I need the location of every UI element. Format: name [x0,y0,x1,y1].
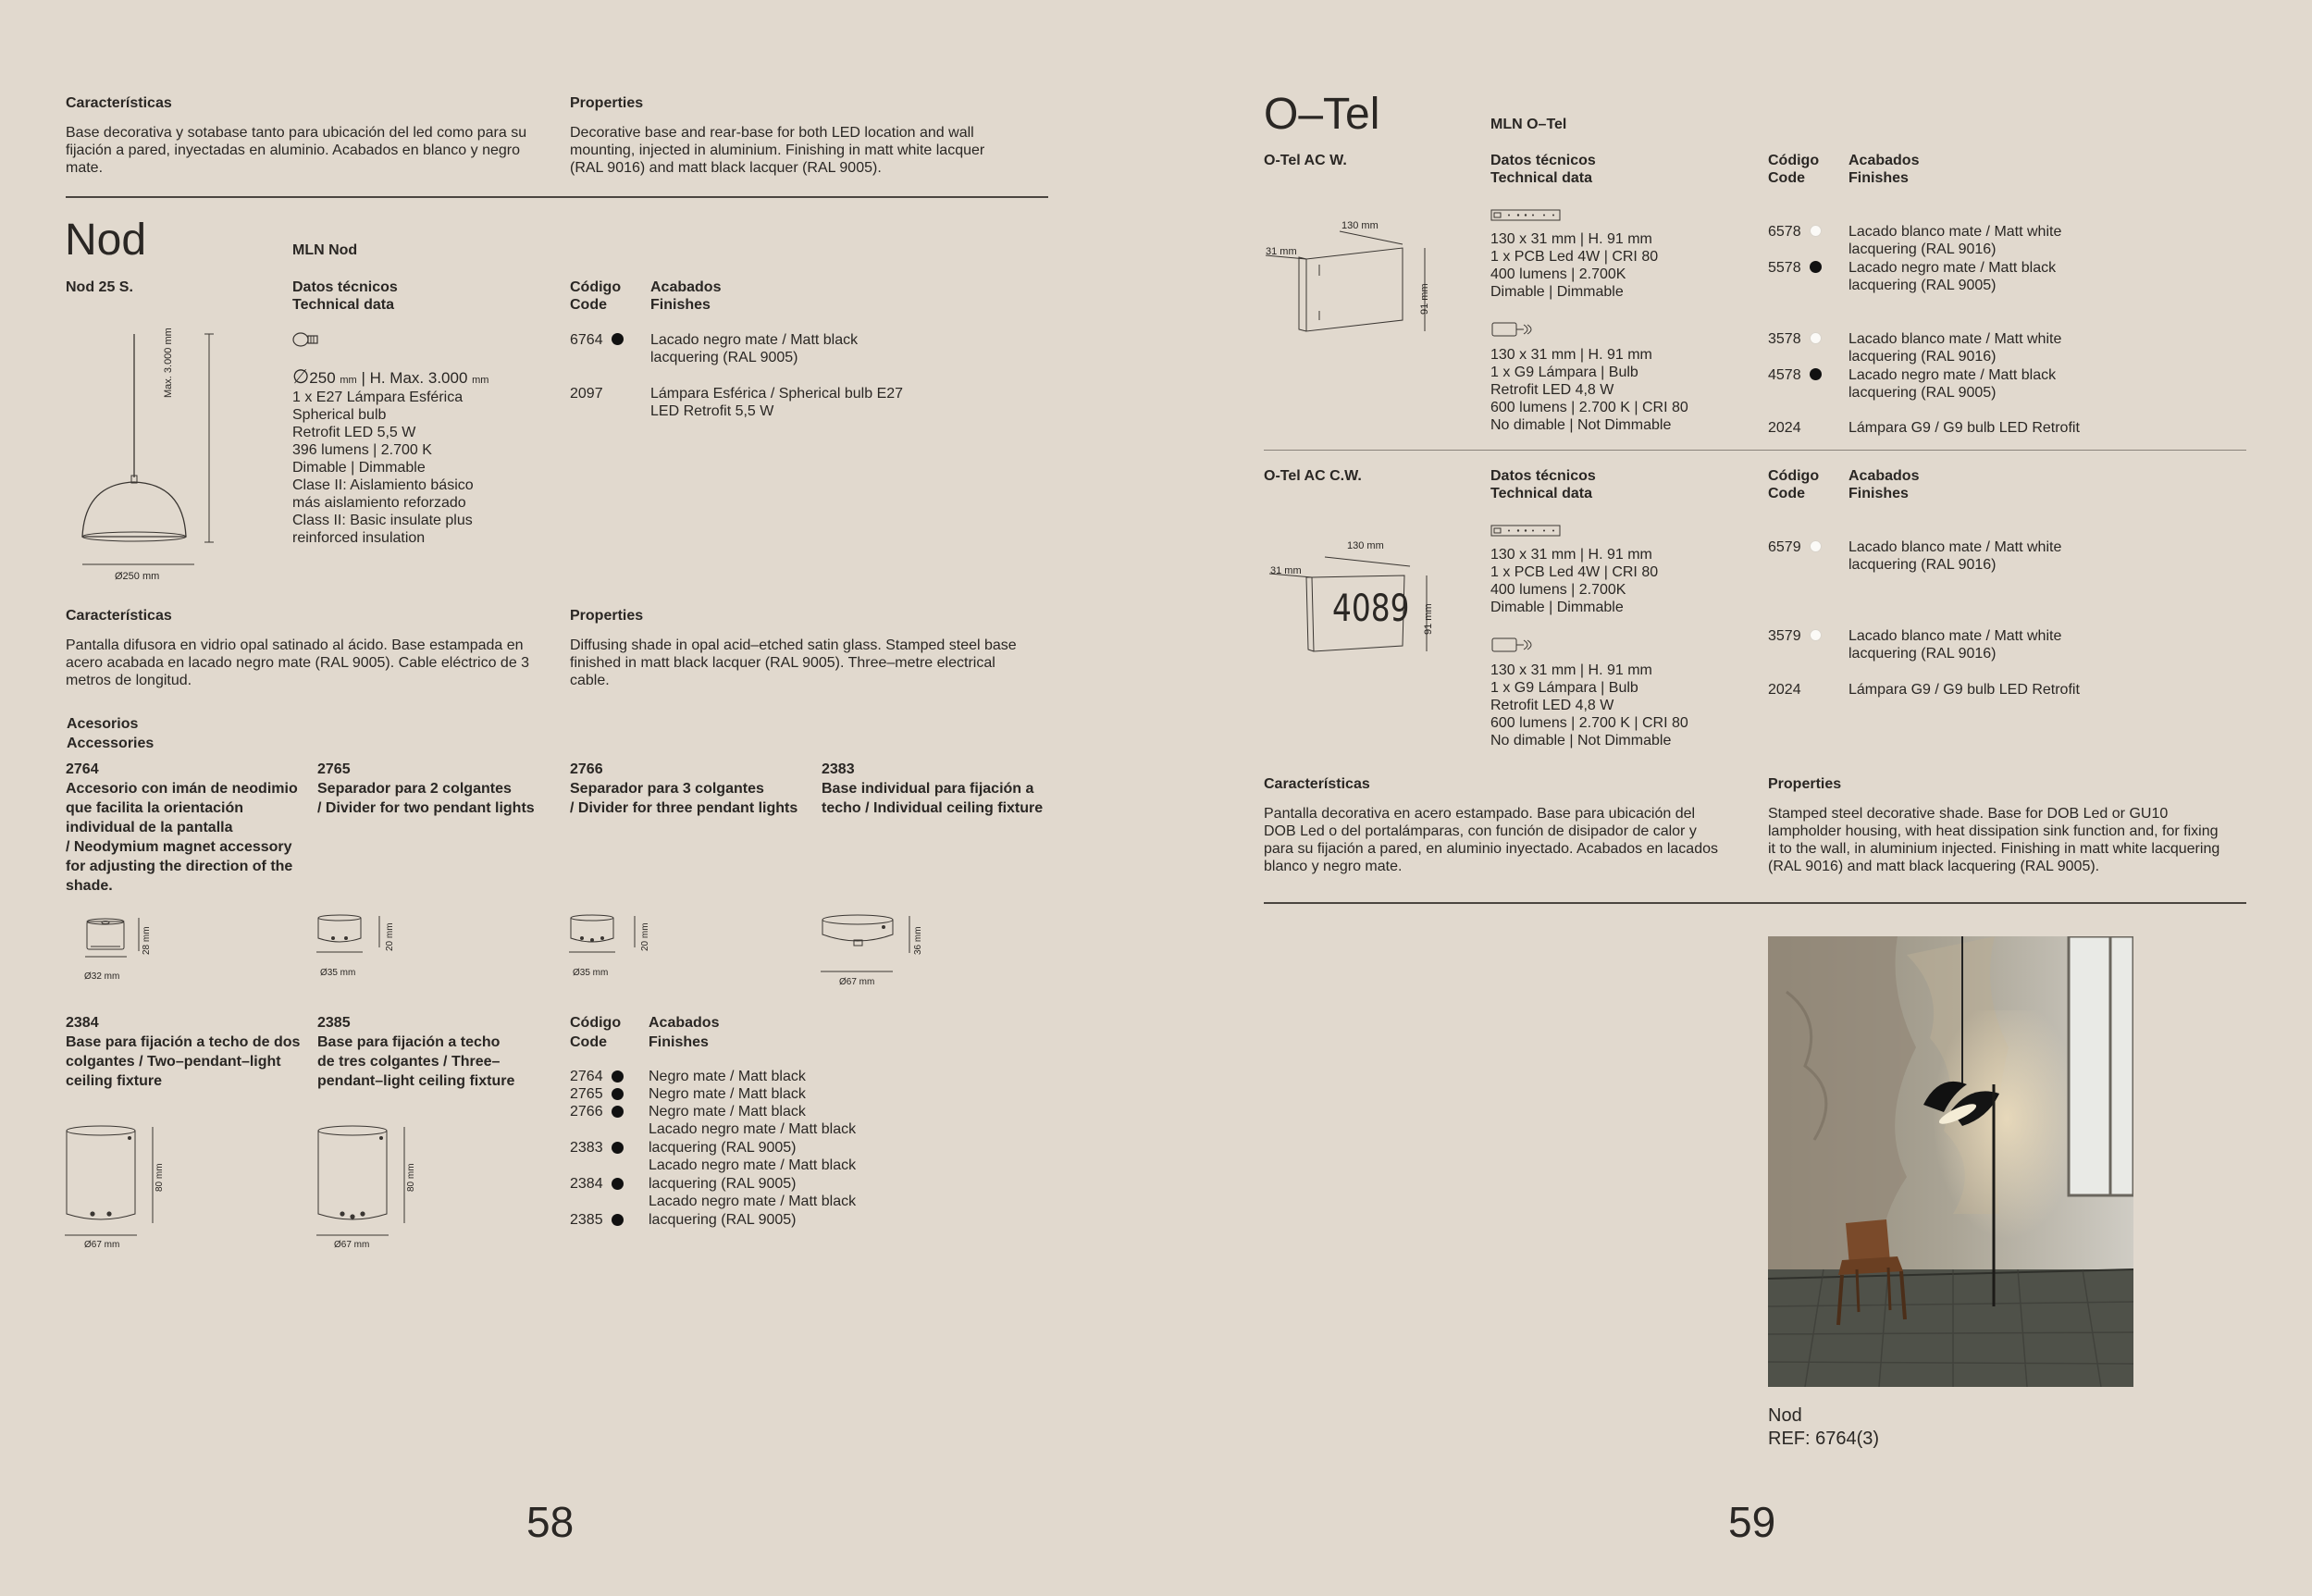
accessory-code-2385: 2385 [317,1015,351,1031]
accessory-2766-drawing [569,914,643,960]
accessory-code-2383: 2383 [822,761,855,777]
finishes-header: Acabados Finishes [1848,153,1920,186]
nod-tech-text: 1 x E27 Lámpara Esférica Spherical bulb Retrofit LED 5,5 W 396 lumens | 2.700 K Dimable | Dimmable Clase II: Aislamiento básico más aislamiento reforzado Class II: Basic insulate plus reinforced insulation [292,390,474,546]
g9-tech-text: 130 x 31 mm | H. 91 mm 1 x G9 Lámpara | Bulb Retrofit LED 4,8 W 600 lumens | 2.700 K | CRI 80 No dimable | Not Dimmable [1490,662,1688,749]
accessory-2384-drawing [65,1125,167,1236]
otel-width-label: 130 mm [1347,540,1384,551]
accessory-desc-2766: Separador para 3 colgantes / Divider for three pendant lights [570,781,798,816]
acc-row-finish: lacquering (RAL 9005) [649,1212,797,1228]
acc-row-finish: Negro mate / Matt black [649,1069,806,1084]
otel-height-label: 91 mm [1419,283,1430,315]
otel-depth-label: 31 mm [1270,565,1302,576]
page-number-left: 58 [526,1498,575,1546]
accessory-code-header: Código Code [570,1015,622,1050]
code-2024: 2024 [1768,420,1801,436]
acc-row-finish: Negro mate / Matt black [649,1086,806,1102]
finish-3578: Lacado blanco mate / Matt white lacquering (RAL 9016) [1848,331,2062,365]
nod-characteristics-heading: Características [66,608,172,624]
code-header: Código Code [1768,468,1820,501]
otel-properties-text: Stamped steel decorative shade. Base for DOB Led or GU10 lampholder housing, with heat dissipation sink function and, for fixing it to the wall, in aluminium injected. Finishing in matt white lacquering (RAL 9016) and matt black lacquering (RAL 9005). [1768,806,2220,874]
product-title: Nod [65,216,147,265]
code-header: Código Code [1768,153,1820,186]
accessory-2384-diameter: Ø67 mm [84,1240,120,1250]
accessory-desc-2384: Base para fijación a techo de dos colgantes / Two–pendant–light ceiling fixture [66,1034,301,1089]
accessory-code-2764: 2764 [66,761,99,777]
accessory-desc-2764: Accesorio con imán de neodimio que facilita la orientación individual de la pantalla / Neodymium magnet accessory for adjusting the direction of the shade. [66,781,298,894]
code-6764: 6764 [570,332,603,348]
finish-2024: Lámpara G9 / G9 bulb LED Retrofit [1848,420,2080,436]
product-mln: MLN Nod [292,242,358,258]
accessory-desc-2765: Separador para 2 colgantes / Divider for two pendant lights [317,781,535,816]
acc-row-code: 2764 [570,1069,603,1084]
nod-properties-text: Diffusing shade in opal acid–etched satin glass. Stamped steel base finished in matt black lacquer (RAL 9005). Three–metre electrical cable. [570,637,1017,688]
nod-pendant-drawing [74,331,241,586]
accessory-2764-diameter: Ø32 mm [84,971,120,982]
accessory-finish-header: Acabados Finishes [649,1015,720,1050]
finish-6578: Lacado blanco mate / Matt white lacquering (RAL 9016) [1848,224,2062,257]
accessories-heading: Acesorios Accessories [67,716,155,751]
acc-row-finish: lacquering (RAL 9005) Lacado negro mate / Matt black [649,1176,857,1209]
code-5578: 5578 [1768,260,1801,276]
accessory-2765-drawing [316,914,390,960]
finish-6764: Lacado negro mate / Matt black lacquering (RAL 9005) [650,332,859,365]
photo-caption: Nod REF: 6764(3) [1768,1405,1880,1449]
black-finish-swatch [612,1070,624,1083]
model-name: O-Tel AC W. [1264,153,1347,168]
otel-properties-heading: Properties [1768,776,1842,792]
nod-properties-heading: Properties [570,608,644,624]
code-6579: 6579 [1768,539,1801,555]
g9-tech-text: 130 x 31 mm | H. 91 mm 1 x G9 Lámpara | Bulb Retrofit LED 4,8 W 600 lumens | 2.700 K | CRI 80 No dimable | Not Dimmable [1490,347,1688,433]
code-3579: 3579 [1768,628,1801,644]
acc-row-finish: lacquering (RAL 9005) Lacado negro mate / Matt black [649,1140,857,1173]
g9-bulb-icon [1490,636,1539,654]
led-board-icon [1490,525,1561,538]
otel-characteristics-heading: Características [1264,776,1370,792]
black-finish-swatch [1810,261,1822,273]
finishes-header: Acabados Finishes [650,279,722,313]
page-number-right: 59 [1728,1498,1776,1546]
g9-bulb-icon [1490,320,1539,339]
nod-diameter-label: Ø250 mm [115,571,160,582]
accessory-2385-diameter: Ø67 mm [334,1240,370,1250]
product-photo [1768,936,2133,1387]
product-title: O–Tel [1264,90,1380,139]
finishes-header: Acabados Finishes [1848,468,1920,501]
nod-characteristics-text: Pantalla difusora en vidrio opal satinado al ácido. Base estampada en acero acabada en lacado negro mate (RAL 9005). Cable eléctrico de 3 metros de longitud. [66,637,530,688]
black-finish-swatch [612,1106,624,1118]
otel-wall-light-drawing [1264,220,1440,340]
white-finish-swatch [1810,225,1822,237]
finish-5578: Lacado negro mate / Matt black lacquering (RAL 9005) [1848,260,2057,293]
acc-row-finish: Negro mate / Matt black Lacado negro mate / Matt black [649,1104,857,1137]
tech-data-header: Datos técnicos Technical data [1490,153,1596,186]
product-mln: MLN O–Tel [1490,117,1567,132]
led-board-icon [1490,209,1561,222]
model-name: Nod 25 S. [66,279,133,295]
otel-characteristics-text: Pantalla decorativa en acero estampado. Base para ubicación del DOB Led o del portalámparas, con función de disipador de calor y para su fijación a pared, en aluminio inyectado. Acabados en lacados blanco y negro mate. [1264,806,1718,874]
nod-dimensions: ∅250 mm | H. Max. 3.000 mm [292,366,489,388]
accessory-2383-height: 36 mm [913,926,923,955]
characteristics-heading: Características [66,95,172,111]
acc-row-code: 2383 [570,1140,603,1156]
code-4578: 4578 [1768,367,1801,383]
variant-divider [1264,450,2246,451]
accessory-2764-height: 28 mm [142,926,152,955]
accessory-desc-2383: Base individual para fijación a techo / Individual ceiling fixture [822,781,1044,816]
code-2024: 2024 [1768,682,1801,698]
led-tech-text: 130 x 31 mm | H. 91 mm 1 x PCB Led 4W | CRI 80 400 lumens | 2.700K Dimable | Dimmable [1490,231,1659,300]
led-tech-text: 130 x 31 mm | H. 91 mm 1 x PCB Led 4W | CRI 80 400 lumens | 2.700K Dimable | Dimmable [1490,547,1659,615]
accessory-desc-2385: Base para fijación a techo de tres colgantes / Three– pendant–light ceiling fixture [317,1034,515,1089]
finish-3579: Lacado blanco mate / Matt white lacquering (RAL 9016) [1848,628,2062,662]
finish-6579: Lacado blanco mate / Matt white lacquering (RAL 9016) [1848,539,2062,573]
accessory-2765-height: 20 mm [385,922,395,951]
properties-heading: Properties [570,95,644,111]
finish-2097: Lámpara Esférica / Spherical bulb E27 LED Retrofit 5,5 W [650,386,904,419]
accessory-code-2384: 2384 [66,1015,99,1031]
white-finish-swatch [1810,629,1822,641]
finish-4578: Lacado negro mate / Matt black lacquering (RAL 9005) [1848,367,2057,401]
code-header: Código Code [570,279,622,313]
accessory-2383-diameter: Ø67 mm [839,977,875,987]
accessory-code-2765: 2765 [317,761,351,777]
accessory-2766-diameter: Ø35 mm [573,968,609,978]
properties-text: Decorative base and rear-base for both LED location and wall mounting, injected in aluminium. Finishing in matt white lacquer (RAL 9016) and matt black lacquer (RAL 9005). [570,125,985,176]
tech-data-header: Datos técnicos Technical data [292,279,398,313]
accessory-2765-diameter: Ø35 mm [320,968,356,978]
accessory-2766-height: 20 mm [640,922,650,951]
accessory-2385-drawing [316,1125,418,1236]
black-finish-swatch [612,333,624,345]
code-2097: 2097 [570,386,603,402]
characteristics-text: Base decorativa y sotabase tanto para ubicación del led como para su fijación a pared, inyectadas en aluminio. Acabados en blanco y negro mate. [66,125,527,176]
otel-depth-label: 31 mm [1266,246,1297,257]
otel-height-label: 91 mm [1423,603,1434,635]
nod-height-label: Max. 3.000 mm [163,328,174,398]
black-finish-swatch [612,1142,624,1154]
acc-row-code: 2765 [570,1086,603,1102]
accessory-code-2766: 2766 [570,761,603,777]
accessory-2385-height: 80 mm [406,1163,416,1192]
tech-data-header: Datos técnicos Technical data [1490,468,1596,501]
black-finish-swatch [612,1088,624,1100]
otel-width-label: 130 mm [1341,220,1379,231]
section-divider [66,196,1048,198]
finish-2024: Lámpara G9 / G9 bulb LED Retrofit [1848,682,2080,698]
black-finish-swatch [612,1178,624,1190]
black-finish-swatch [612,1214,624,1226]
acc-row-code: 2385 [570,1212,603,1228]
bulb-icon [292,331,324,348]
code-3578: 3578 [1768,331,1801,347]
white-finish-swatch [1810,332,1822,344]
house-number: 4089 [1332,588,1410,630]
acc-row-code: 2766 [570,1104,603,1120]
black-finish-swatch [1810,368,1822,380]
code-6578: 6578 [1768,224,1801,240]
accessory-2383-drawing [821,914,922,970]
model-name: O-Tel AC C.W. [1264,468,1362,484]
accessory-2384-height: 80 mm [155,1163,165,1192]
acc-row-code: 2384 [570,1176,603,1192]
section-divider [1264,902,2246,904]
white-finish-swatch [1810,540,1822,552]
